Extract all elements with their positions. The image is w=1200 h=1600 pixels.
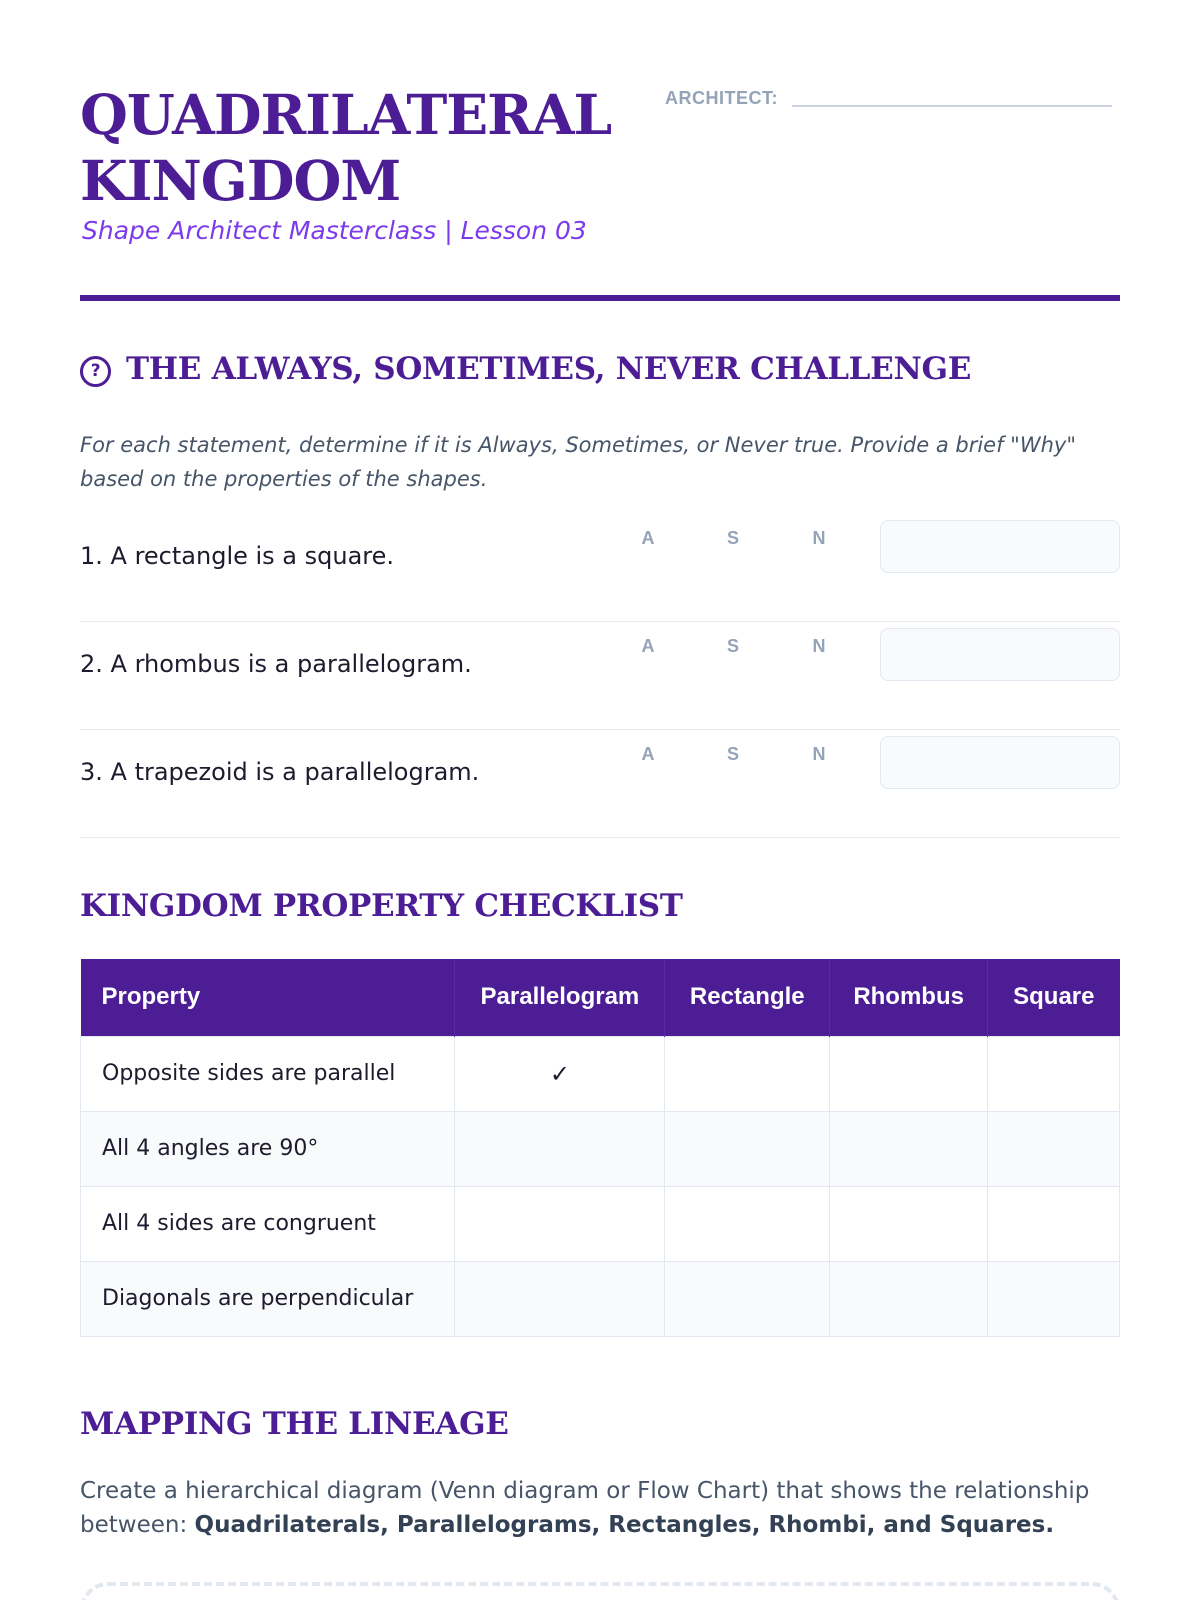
statement-text: 3. A trapezoid is a parallelogram. bbox=[80, 758, 480, 786]
architect-field bbox=[665, 88, 1112, 109]
page-title bbox=[80, 82, 640, 214]
option-sometimes[interactable]: S bbox=[726, 528, 739, 548]
column-header-parallelogram: Parallelogram bbox=[455, 959, 665, 1036]
property-label: Diagonals are perpendicular bbox=[81, 1261, 455, 1336]
statement-text: 1. A rectangle is a square. bbox=[80, 542, 395, 570]
challenge-heading bbox=[80, 351, 971, 387]
option-always[interactable]: A bbox=[641, 744, 655, 764]
property-label: All 4 sides are congruent bbox=[81, 1186, 455, 1261]
checkbox-cell[interactable] bbox=[988, 1261, 1120, 1336]
column-header-rhombus: Rhombus bbox=[830, 959, 988, 1036]
checkbox-cell[interactable] bbox=[988, 1111, 1120, 1186]
checkbox-cell[interactable] bbox=[830, 1261, 988, 1336]
statement-row bbox=[80, 622, 1120, 730]
checkbox-cell[interactable]: ✓ bbox=[455, 1036, 665, 1111]
checkbox-cell[interactable] bbox=[455, 1261, 665, 1336]
question-circle-icon: ? bbox=[80, 356, 111, 387]
option-sometimes[interactable]: S bbox=[726, 636, 739, 656]
header-divider bbox=[80, 295, 1120, 301]
table-row bbox=[81, 1186, 1120, 1261]
why-answer-box[interactable] bbox=[880, 520, 1120, 573]
checkbox-cell[interactable] bbox=[665, 1261, 830, 1336]
statement-row bbox=[80, 730, 1120, 838]
challenge-instructions: For each statement, determine if it is Always, Sometimes, or Never true. Provide a brief "Why" based on the properties of the shapes. bbox=[80, 433, 1076, 491]
checkbox-cell[interactable] bbox=[455, 1111, 665, 1186]
property-label: All 4 angles are 90° bbox=[81, 1111, 455, 1186]
checklist-heading: KINGDOM PROPERTY CHECKLIST bbox=[80, 888, 683, 924]
table-row bbox=[81, 1036, 1120, 1111]
lineage-text-prefix: Create a hierarchical diagram (Venn diagram or Flow Chart) that shows the relationship between: bbox=[80, 1478, 1090, 1538]
checkbox-cell[interactable] bbox=[988, 1186, 1120, 1261]
column-header-property: Property bbox=[81, 959, 455, 1036]
checkbox-cell[interactable] bbox=[665, 1036, 830, 1111]
title-line-1: QUADRILATERAL bbox=[80, 82, 612, 147]
table-header-row bbox=[81, 959, 1120, 1036]
page-subtitle: Shape Architect Masterclass | Lesson 03 bbox=[82, 216, 587, 245]
checkbox-cell[interactable] bbox=[455, 1186, 665, 1261]
worksheet-page bbox=[80, 0, 1120, 1538]
checkbox-cell[interactable] bbox=[830, 1036, 988, 1111]
architect-label: ARCHITECT: bbox=[665, 88, 778, 108]
table-row bbox=[81, 1261, 1120, 1336]
checkbox-cell[interactable] bbox=[665, 1111, 830, 1186]
checkbox-cell[interactable] bbox=[665, 1186, 830, 1261]
option-always[interactable]: A bbox=[641, 528, 655, 548]
why-answer-box[interactable] bbox=[880, 628, 1120, 681]
option-always[interactable]: A bbox=[641, 636, 655, 656]
option-sometimes[interactable]: S bbox=[726, 744, 739, 764]
table-row bbox=[81, 1111, 1120, 1186]
lineage-instructions bbox=[80, 1474, 1120, 1542]
worksheet-header bbox=[80, 0, 1120, 300]
option-never[interactable]: N bbox=[812, 636, 826, 656]
lineage-heading: MAPPING THE LINEAGE bbox=[80, 1406, 509, 1442]
option-never[interactable]: N bbox=[812, 528, 826, 548]
column-header-rectangle: Rectangle bbox=[665, 959, 830, 1036]
title-line-2: KINGDOM bbox=[80, 148, 401, 213]
diagram-drawing-area[interactable] bbox=[80, 1582, 1120, 1600]
property-label: Opposite sides are parallel bbox=[81, 1036, 455, 1111]
checkbox-cell[interactable] bbox=[988, 1036, 1120, 1111]
property-checklist-table bbox=[80, 959, 1120, 1337]
checkbox-cell[interactable] bbox=[830, 1186, 988, 1261]
challenge-heading-text: THE ALWAYS, SOMETIMES, NEVER CHALLENGE bbox=[126, 351, 972, 387]
statement-row bbox=[80, 514, 1120, 622]
column-header-square: Square bbox=[988, 959, 1120, 1036]
why-answer-box[interactable] bbox=[880, 736, 1120, 789]
checkbox-cell[interactable] bbox=[830, 1111, 988, 1186]
lineage-text-shapes: Quadrilaterals, Parallelograms, Rectangles, Rhombi, and Squares. bbox=[194, 1512, 1055, 1538]
statement-text: 2. A rhombus is a parallelogram. bbox=[80, 650, 472, 678]
option-never[interactable]: N bbox=[812, 744, 826, 764]
architect-name-line[interactable] bbox=[792, 105, 1112, 107]
